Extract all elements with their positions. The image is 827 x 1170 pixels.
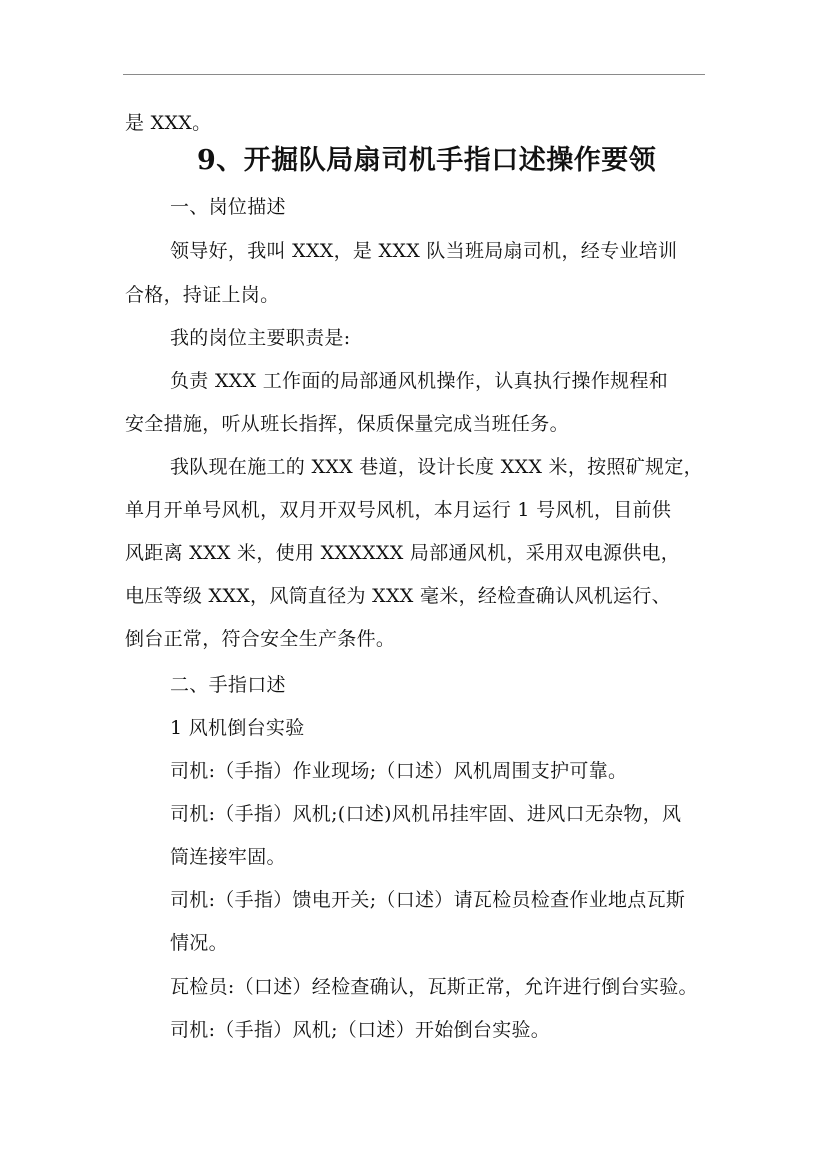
header-rule bbox=[123, 74, 705, 75]
paragraph-line: 单月开单号风机，双月开双号风机，本月运行 1 号风机，目前供 bbox=[125, 499, 672, 521]
paragraph-line: 倒台正常，符合安全生产条件。 bbox=[125, 628, 396, 650]
paragraph-line: 电压等级 XXX，风筒直径为 XXX 毫米，经检查确认风机运行、 bbox=[125, 585, 671, 607]
procedure-line: 司机:（手指）作业现场;（口述）风机周围支护可靠。 bbox=[170, 760, 628, 782]
document-title: 9、开掘队局扇司机手指口述操作要领 bbox=[197, 145, 657, 176]
paragraph-line: 安全措施，听从班长指挥，保质保量完成当班任务。 bbox=[125, 413, 569, 435]
procedure-line: 司机:（手指）馈电开关;（口述）请瓦检员检查作业地点瓦斯 bbox=[170, 889, 686, 911]
procedure-line: 司机:（手指）风机;(口述)风机吊挂牢固、进风口无杂物，风 bbox=[170, 803, 682, 825]
paragraph-line: 我的岗位主要职责是: bbox=[170, 327, 351, 349]
paragraph-line: 领导好，我叫 XXX，是 XXX 队当班局扇司机，经专业培训 bbox=[170, 240, 678, 262]
subsection-heading: 1 风机倒台实验 bbox=[170, 717, 305, 739]
paragraph-line: 我队现在施工的 XXX 巷道，设计长度 XXX 米，按照矿规定， bbox=[170, 456, 703, 478]
procedure-line: 情况。 bbox=[170, 932, 228, 954]
procedure-line: 筒连接牢固。 bbox=[170, 846, 286, 868]
paragraph-line: 负责 XXX 工作面的局部通风机操作，认真执行操作规程和 bbox=[170, 370, 669, 392]
paragraph-line: 合格，持证上岗。 bbox=[125, 284, 280, 306]
paragraph-line: 风距离 XXX 米，使用 XXXXXX 局部通风机，采用双电源供电， bbox=[125, 542, 681, 564]
carry-over-text: 是 XXX。 bbox=[125, 112, 212, 134]
section-heading-hand-pointing: 二、手指口述 bbox=[170, 674, 286, 696]
procedure-line: 司机:（手指）风机;（口述）开始倒台实验。 bbox=[170, 1019, 551, 1041]
procedure-line: 瓦检员:（口述）经检查确认，瓦斯正常，允许进行倒台实验。 bbox=[170, 976, 698, 998]
section-heading-job-description: 一、岗位描述 bbox=[170, 196, 286, 218]
